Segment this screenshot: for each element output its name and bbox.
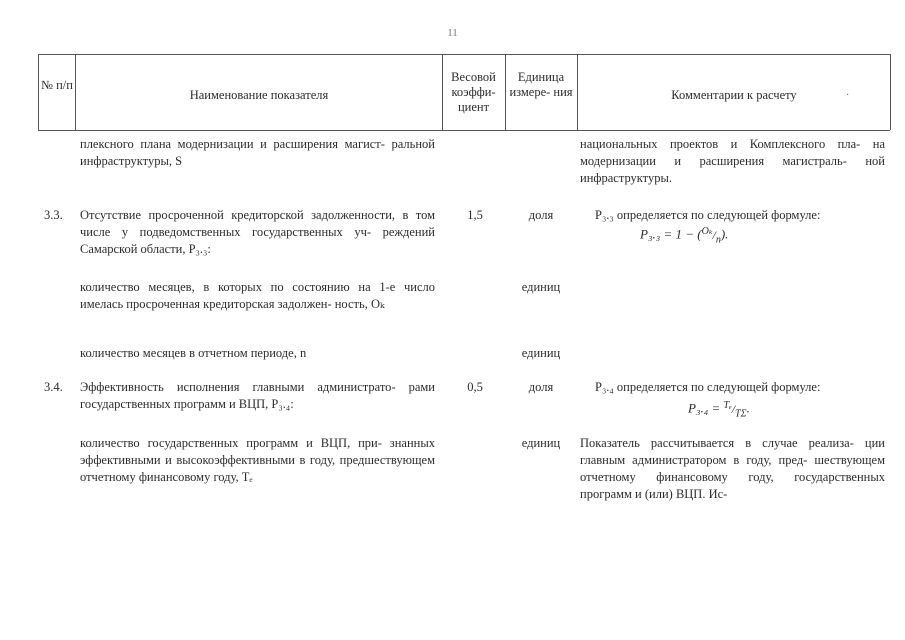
row-continued-comment: национальных проектов и Комплексного пла- на модернизации и расширения магистраль- ной инфраструктуры. xyxy=(580,137,885,185)
formula-lhs: P₃.₃ = 1 − ( xyxy=(640,226,702,242)
indicator-subparam: количество государственных программ и ВЦП, при- знанных эффективными и высокоэффективными в году, предшествующем отчетному финансовому году, Tₑ xyxy=(80,436,435,484)
formula-rhs: ). xyxy=(720,226,729,242)
formula-numerator: Tₑ xyxy=(723,400,732,411)
header-col-number: № п/п xyxy=(41,78,73,92)
header-divider xyxy=(577,54,578,130)
formula-p34: $P_3._4 = ^{T_e}/_{T\Sigma}$. xyxy=(688,400,750,420)
formula-p33: $P_3._3 = 1 - (^{O_k}/_n)$. xyxy=(640,226,729,246)
formula-numerator: Oₖ xyxy=(701,226,713,237)
formula-denominator: TΣ xyxy=(735,408,747,420)
row-continued-name: плексного плана модернизации и расширения магист- ральной инфраструктуры, S xyxy=(80,137,435,168)
indicator-subparam: количество месяцев в отчетном периоде, n xyxy=(80,346,307,360)
header-divider xyxy=(38,54,39,130)
comment-text: P₃.₄ определяется по следующей формуле: xyxy=(595,380,821,394)
weight-value: 1,5 xyxy=(467,208,483,222)
scan-dot: · xyxy=(846,90,850,101)
header-divider xyxy=(75,54,76,130)
formula-lhs: P₃.₄ = xyxy=(688,400,721,416)
header-divider xyxy=(890,54,891,130)
header-col-unit: Единица измере- ния xyxy=(509,70,573,99)
page-number: 11 xyxy=(447,27,458,39)
row-number: 3.3. xyxy=(44,208,63,222)
header-divider xyxy=(505,54,506,130)
unit-value: единиц xyxy=(521,436,561,450)
unit-value: единиц xyxy=(521,280,561,294)
header-top-border xyxy=(38,54,890,55)
header-divider xyxy=(442,54,443,130)
comment-text: Показатель рассчитывается в случае реализа- ции главным администратором в году, пред- шествующем отчетному финансовому году, государственных программ и (или) ВЦП. Ис- xyxy=(580,436,885,501)
header-col-comment: Комментарии к расчету xyxy=(671,88,797,102)
unit-value: доля xyxy=(528,208,554,222)
weight-value: 0,5 xyxy=(467,380,483,394)
header-col-weight: Весовой коэффи- циент xyxy=(451,70,496,114)
header-bottom-border xyxy=(38,130,890,131)
row-number: 3.4. xyxy=(44,380,63,394)
unit-value: доля xyxy=(528,380,554,394)
indicator-name: Отсутствие просроченной кредиторской задолженности, в том числе у подведомственных государственных уч- реждений Самарской области, P₃.₃: xyxy=(80,208,435,256)
comment-text: P₃.₃ определяется по следующей формуле: xyxy=(595,208,821,222)
formula-denominator: n xyxy=(715,234,721,246)
header-col-name: Наименование показателя xyxy=(189,88,329,102)
unit-value: единиц xyxy=(521,346,561,360)
indicator-subparam: количество месяцев, в которых по состоянию на 1-е число имелась просроченная кредиторская задолжен- ность, Oₖ xyxy=(80,280,435,311)
indicator-name: Эффективность исполнения главными администрато- рами государственных программ и ВЦП, P₃.₄: xyxy=(80,380,435,411)
formula-rhs: . xyxy=(746,400,750,416)
